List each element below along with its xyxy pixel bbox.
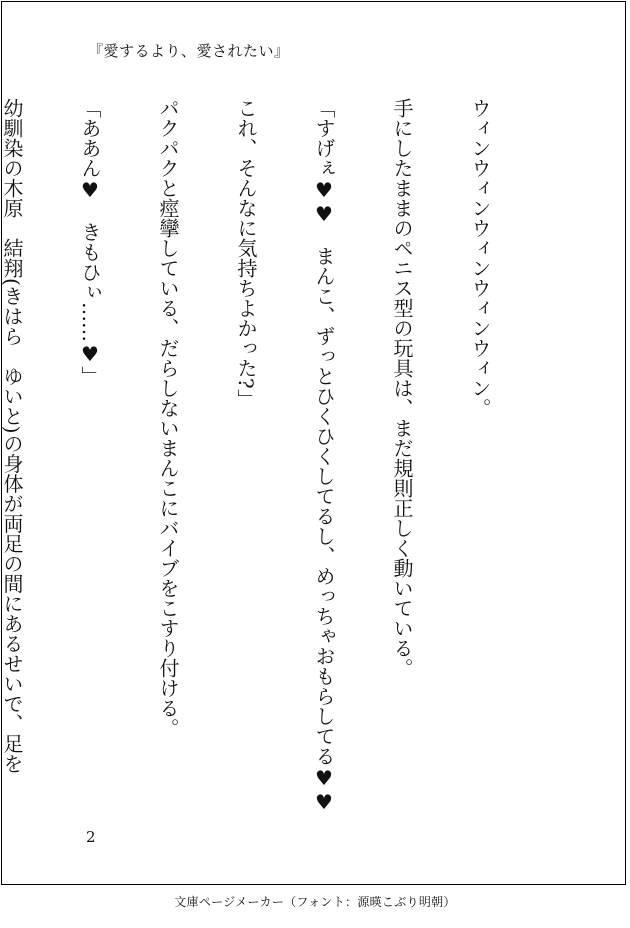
running-title: 『愛するより、愛されたい』 [88, 42, 290, 60]
text-line: パクパクと痙攣している、だらしないまんこにバイブをこすり付ける。 [156, 98, 180, 738]
text-line: ウィンウィンウィンウィンウィン。 [468, 98, 492, 418]
page-frame [1, 1, 626, 885]
text-line: 幼馴染の木原 結翔(きはら ゆいと)の身体が両足の間にあるせいで、足を [0, 98, 24, 774]
text-line: 手にしたままのペニス型の玩具は、まだ規則正しく動いている。 [390, 98, 414, 678]
text-line: これ、そんなに気持ちよかった?」 [234, 98, 258, 409]
page-number: 2 [86, 828, 96, 846]
body-text [0, 98, 545, 818]
text-line: 「すげぇ♥♥ まんこ、ずっとひくひくしてるし、めっちゃおもらしてる♥♥ [312, 98, 336, 814]
text-line: 「ああん♥ きもひぃ……♥」 [78, 98, 102, 386]
footer-credit: 文庫ページメーカー（フォント：源暎こぶり明朝） [174, 895, 456, 909]
